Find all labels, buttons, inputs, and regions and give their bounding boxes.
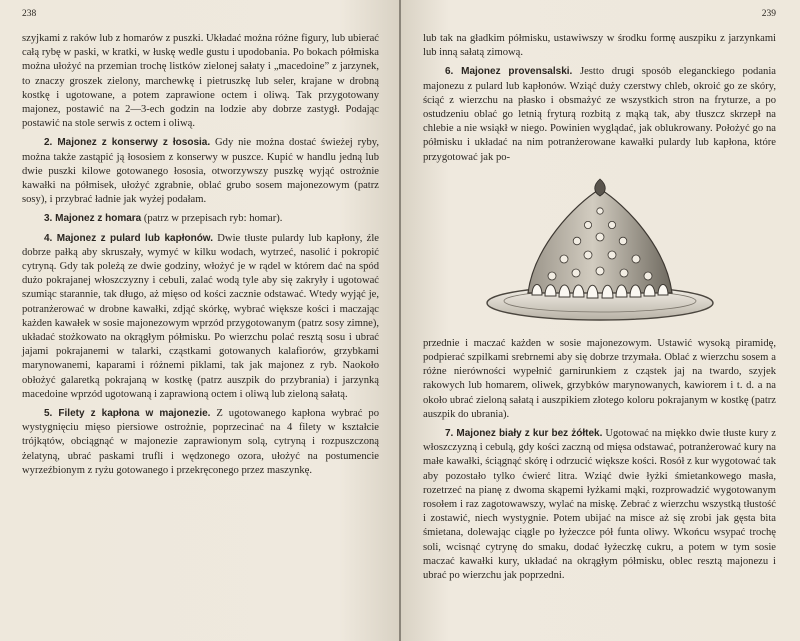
recipe-2-title: 2. Majonez z konserwy z łososia. xyxy=(44,137,211,149)
recipe-5 xyxy=(22,407,379,478)
left-page xyxy=(0,0,399,641)
recipe-6-text: Jestto drugi sposób eleganckiego podania majonezu z pulard lub kapłonów. Wziąć duży czerstwy chleb, okroić go ze skóry, ściąć z wierzchu na płasko i obsmażyć ze wszystkich stron na fryturze, a po ostudzeniu oblać go letnią fryturą rozbitą z mąką tak, aby tłuszcz skrzepł na chlebie a nie wsiąkł w niego. Powinien wyglądać, jak oblukrowany. Położyć go na półmisku i układać na nim potranżerowane kawałki pulardy lub kapłona, które przygotować jak po- xyxy=(423,66,776,163)
recipe-5-title: 5. Filety z kapłona w majonezie. xyxy=(44,408,211,420)
recipe-2-text: Gdy nie można dostać świeżej ryby, można także zastąpić ją łososiem z konserwy w puszce. Kupić w handlu jedną lub dwie puszki kilowe gotowanego łososia, otworzywszy puszkę wyjąć ostrożnie kawałki na półmisek, ułożyć zgrabnie, oblać grubo sosem majonezowym (patrz sosy), i przybrać ładnie jak wyżej podałam. xyxy=(22,137,379,206)
recipe-3 xyxy=(22,212,379,226)
recipe-5-text: Z ugotowanego kapłona wybrać po wystygnięciu mięso piersiowe ostrożnie, poprzecinać na 4 filety w kształcie trójkątów, obciągnąć w majonezie zaprawionym solą, cytryną i rozpuszczoną żelatyną, ubrać paskami trufli i wędzonego ozora, ułożyć na postumencie wyrzeźbionym z ryżu gotowanego i przekręconego przez maszynkę. xyxy=(22,408,379,476)
paragraph-continued-right: lub tak na gładkim półmisku, ustawiwszy w środku formę auszpiku z jarzynkami lub inną sałatą zimową. xyxy=(423,33,776,59)
mayonnaise-pyramid-icon xyxy=(482,175,718,327)
recipe-4-text: Dwie tłuste pulardy lub kapłony, źle dobrze pałką aby skruszały, wymyć w kilku wodach, wytrzeć, nasolić i pokropić cytryną. Gdy tak poleżą ze dwie godziny, włożyć je w rądel w którem dać na spód dużo pokrajanej włoszczyzny i cebuli, zalać wodą tyle aby się zakryły i ugotować szumiąc starannie, tak długo, aż mięso od kości zacznie odstawać. Wtedy wyjąć je, potranżerować w drobne kawałki, zdjąć skórkę, wybrać większe kości i maczając każden kawałek w sosie majonezowym wprzód przygotowanym (patrz sosy zimne), układać stożkowato na okrągłym półmisku. Po wierzchu polać resztą sosu i ubrać jajami pokrajanemi w talarki, cząstkami gotowanych kalafiorów, grzybkami marynowanemi, kaparami i różnemi piklami, tak jak majonez z ryb. Naokoło obłożyć galaretką pokrajaną w kostkę (patrz auszpik do przybrania) i jarzynką macedoine wprzód ugotowaną i zaprawioną octem i oliwą lub zieloną sałatą. xyxy=(22,232,379,400)
dish-illustration xyxy=(423,165,776,337)
recipe-4 xyxy=(22,232,379,402)
recipe-2 xyxy=(22,136,379,207)
recipe-7-title: 7. Majonez biały z kur bez żółtek. xyxy=(445,428,603,440)
recipe-3-text: (patrz w przepisach ryb: homar). xyxy=(141,213,283,225)
page-number-left: 238 xyxy=(22,9,37,19)
paragraph-continued-2: przednie i maczać każden w sosie majonezowym. Ustawić wysoką piramidę, podpierać szpilkami srebrnemi aby się dobrze trzymała. Oblać z wierzchu sosem a różne nierówności wypełnić garnirunkiem z cząstek jaj na twardo, szyjek rakowych lub homarem, oliwek, grzybków marynowanych, kawiorem i t. d. a na około ubrać zieloną sałatą i auszpikiem złotego koloru pokrajanym w kostkę (patrz auszpik do ubrania). xyxy=(423,337,776,420)
recipe-7-text: Ugotować na miękko dwie tłuste kury z włoszczyzną i cebulą, gdy kości zaczną od mięsa odstawać, potranżerować kury na małe kawałki, ściągnąć skórę i odrzucić większe kości. Rosół z kur wygotować tak aby pozostało tylko ćwierć litra. Wziąć dwie łyżki śmietankowego masła, rozetrzeć na pianę z dwoma skąpemi łyżkami mąki, rozprowadzić wygotowanym rosołem i raz zagotowawszy, wylać na miskę. Zebrać z wierzchu wszystką tłustość i zostawić, niech wystygnie. Potem ubijać na misce aż się zrobi jak gęsta bita śmietana, dolewając ciągle po łyżeczce pół funta oliwy. Wkońcu wsypać trochę soli, wcisnąć cytrynę do smaku, dodać łyżeczkę cukru, a potem w tym sosie maczać kawałki kury, układać na okrągłym półmisku, oblec resztą majonezu i ubrać po wierzchu jak poprzedni. xyxy=(423,428,776,582)
page-number-right: 239 xyxy=(761,9,776,19)
recipe-7 xyxy=(423,427,776,583)
recipe-3-title: 3. Majonez z homara xyxy=(44,213,142,225)
recipe-6-title: 6. Majonez provensalski. xyxy=(445,66,573,78)
recipe-6 xyxy=(423,65,776,164)
paragraph-continued: szyjkami z raków lub z homarów z puszki. Układać można różne figury, lub ubierać całą rybę w paski, w kratki, w łuskę wedle gustu i upodobania. Po bokach półmiska można ułożyć na przemian trochę listków zielonej sałaty i „macedoine” z jarzynek, to znaczy groszek zielony, marchewkę i pietruszkę lub seler, krajane w drobną kostkę i ugotowane, a potem zaprawione octem i oliwą. Tak przygotowany majonez, postawić na 2—3-ech godzin na lodzie aby dobrze zastygł. Podając postawić na stole serwis z octem i oliwą. xyxy=(22,33,379,130)
right-page xyxy=(401,0,800,641)
recipe-4-title: 4. Majonez z pulard lub kapłonów. xyxy=(44,232,213,244)
